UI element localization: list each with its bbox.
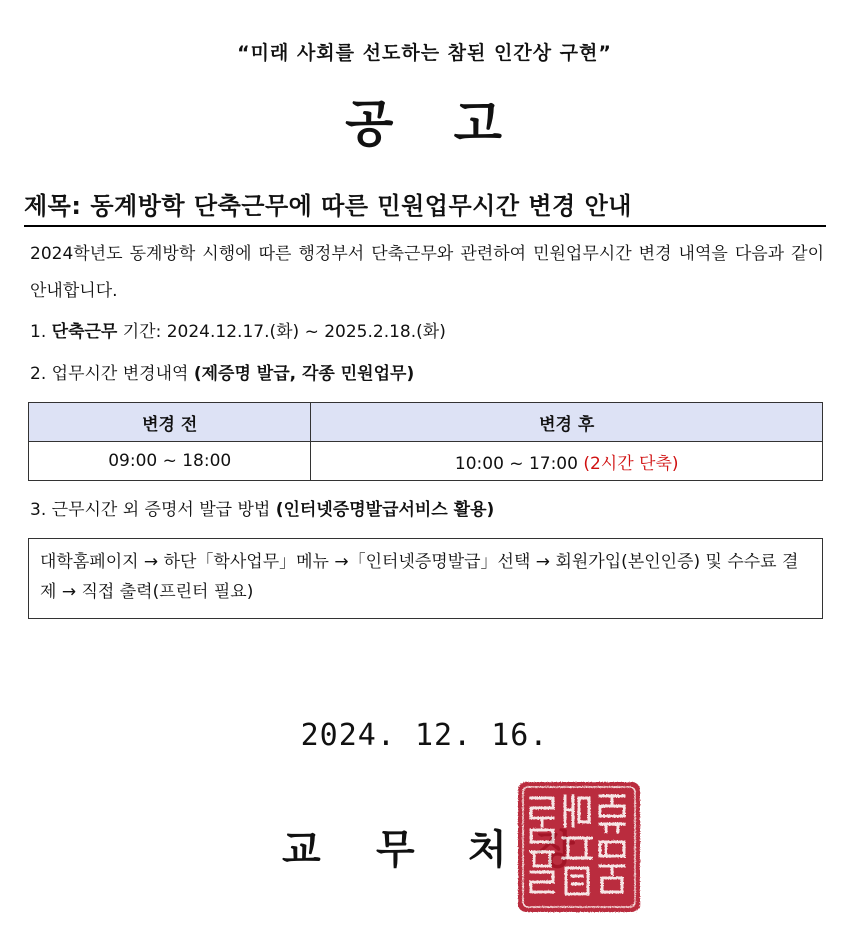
notice-heading: 공 고	[345, 94, 504, 153]
header-after: 변경 후	[311, 403, 823, 442]
office-char: 교	[282, 826, 321, 873]
item-number: 2.	[30, 364, 47, 384]
item-number: 1.	[30, 322, 47, 342]
table-row	[29, 442, 823, 481]
official-seal	[516, 780, 642, 914]
item-hours-note: (제증명 발급, 각종 민원업무)	[193, 364, 415, 384]
notice-subject: 제목: 동계방학 단축근무에 따른 민원업무시간 변경 안내	[24, 186, 826, 227]
header-before: 변경 전	[29, 403, 311, 442]
item-period-bold: 단축근무	[51, 322, 118, 342]
item-number: 3.	[30, 500, 47, 520]
item-hours	[30, 362, 414, 386]
cell-after	[311, 442, 823, 481]
office-char: 무	[376, 826, 415, 873]
intro-paragraph: 2024학년도 동계방학 시행에 따른 행정부서 단축근무와 관련하여 민원업무시간 변경 내역을 다음과 같이 안내합니다.	[30, 244, 824, 301]
item-method	[30, 498, 494, 522]
item-period-label: 기간:	[122, 322, 162, 342]
method-box: 대학홈페이지 → 하단「학사업무」메뉴 →「인터넷증명발급」선택 → 회원가입(본인인증) 및 수수료 결제 → 직접 출력(프린터 필요)	[28, 538, 823, 619]
item-period	[30, 320, 446, 344]
item-period-value: 2024.12.17.(화) ~ 2025.2.18.(화)	[166, 322, 446, 342]
notice-date: 2024. 12. 16.	[300, 718, 549, 753]
item-method-label: 근무시간 외 증명서 발급 방법	[51, 500, 271, 520]
cell-before: 09:00 ~ 18:00	[29, 442, 311, 481]
after-note: (2시간 단축)	[583, 453, 679, 474]
hours-table	[28, 402, 823, 481]
item-method-note: (인터넷증명발급서비스 활용)	[275, 500, 495, 520]
motto: “미래 사회를 선도하는 참된 인간상 구현”	[237, 42, 612, 64]
item-hours-label: 업무시간 변경내역	[51, 364, 189, 384]
table-header-row	[29, 403, 823, 442]
after-time: 10:00 ~ 17:00	[454, 453, 578, 474]
office-char: 처	[468, 826, 507, 873]
